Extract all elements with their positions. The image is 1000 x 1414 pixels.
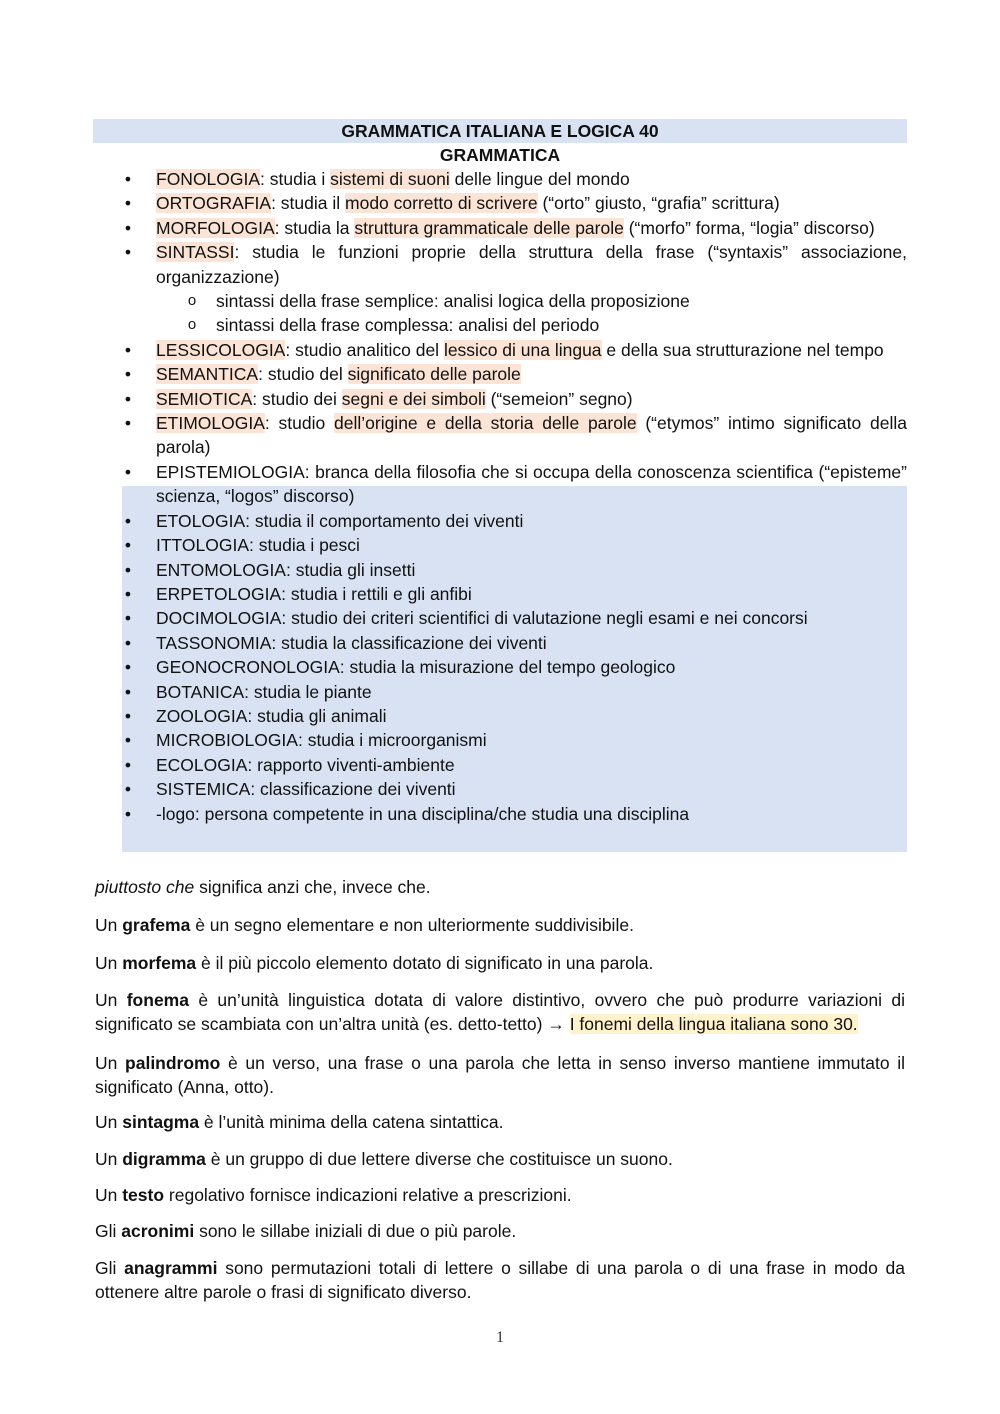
bullet-icon: •: [124, 681, 132, 702]
item-text: ZOOLOGIA: studia gli animali: [156, 705, 387, 726]
paragraph-sintagma: [95, 1110, 905, 1134]
highlighted-text: lessico di una lingua: [443, 339, 602, 360]
paragraph-piuttosto-che: [95, 875, 905, 899]
definition-tail: e della sua strutturazione nel tempo: [601, 339, 884, 360]
bullet-icon: •: [124, 364, 132, 385]
bullet-icon: •: [124, 193, 132, 214]
term: ORTOGRAFIA: [156, 193, 272, 214]
bullet-icon: •: [124, 632, 132, 653]
document-title: GRAMMATICA ITALIANA E LOGICA 40: [341, 121, 659, 141]
bold-term: acronimi: [121, 1221, 195, 1241]
section-heading: GRAMMATICA: [439, 145, 561, 165]
highlighted-text: I fonemi della lingua italiana sono 30.: [569, 1014, 858, 1035]
bullet-icon: •: [124, 461, 132, 482]
highlighted-text: significato delle parole: [347, 364, 521, 385]
italic-text: piuttosto che: [95, 877, 195, 897]
paragraph-anagrammi: [95, 1256, 905, 1305]
list-item: [122, 191, 907, 215]
bold-term: grafema: [122, 915, 191, 935]
definition: : studia il: [271, 193, 346, 214]
list-item: [122, 240, 907, 338]
definition-tail: (“orto” giusto, “grafia” scrittura): [537, 193, 780, 214]
paragraph-text: è un gruppo di due lettere diverse che costituisce un suono.: [205, 1149, 673, 1169]
paragraph-text: è il più piccolo elemento dotato di significato in una parola.: [196, 953, 654, 973]
item-text: DOCIMOLOGIA: studio dei criteri scientifici di valutazione negli esami e nei concorsi: [156, 608, 808, 629]
paragraph-palindromo: [95, 1051, 905, 1100]
list-item: [122, 411, 907, 460]
bullet-icon: •: [124, 559, 132, 580]
paragraph-text: Un: [95, 1112, 123, 1132]
paragraph-text: è un verso, una frase o una parola che letta in senso inverso mantiene immutato il significato (Anna, otto).: [95, 1053, 905, 1098]
item-text: ERPETOLOGIA: studia i rettili e gli anfibi: [156, 583, 472, 604]
paragraph-text: sono le sillabe iniziali di due o più parole.: [194, 1221, 517, 1241]
paragraph-morfema: [95, 951, 905, 975]
sub-list-item: [156, 313, 907, 337]
list-item: [122, 338, 907, 362]
term: SEMIOTICA: [156, 388, 253, 409]
list-item: [122, 460, 907, 509]
definition: : studia la: [274, 217, 355, 238]
list-item: [122, 216, 907, 240]
list-item: [122, 558, 907, 582]
bullet-icon: •: [124, 583, 132, 604]
list-item: [122, 606, 907, 630]
term: ETIMOLOGIA: [156, 413, 265, 434]
definition: : studia i: [260, 169, 331, 189]
bullet-icon: •: [124, 388, 132, 409]
bold-term: sintagma: [122, 1112, 200, 1132]
definition: : studio dei: [252, 388, 342, 409]
paragraph-text: Gli: [95, 1221, 122, 1241]
bold-term: fonema: [126, 990, 189, 1010]
paragraph-fonema: [95, 988, 905, 1037]
definition-tail: (“morfo” forma, “logia” discorso): [623, 217, 875, 238]
paragraph-text: sono permutazioni totali di lettere o sillabe di una parola o di una frase in modo da ottenere altre parole o frasi di significato diverso.: [95, 1258, 906, 1303]
paragraph-text: Un: [95, 953, 123, 973]
bullet-icon: •: [124, 169, 132, 189]
list-item: [122, 167, 907, 191]
sub-list: [156, 289, 907, 338]
item-text: ETOLOGIA: studia il comportamento dei viventi: [156, 510, 524, 531]
item-text: EPISTEMIOLOGIA: branca della filosofia che si occupa della conoscenza scientifica (“episteme” scienza, “logos” discorso): [156, 461, 907, 507]
definition: : studia le funzioni proprie della struttura della frase (“syntaxis” associazione, organizzazione): [156, 242, 907, 287]
grammar-branches-list: [122, 167, 907, 826]
list-item: [122, 728, 907, 752]
paragraph-text: è l’unità minima della catena sintattica.: [199, 1112, 504, 1132]
list-item: [122, 533, 907, 557]
page-number: 1: [496, 1329, 504, 1346]
bullet-icon: •: [124, 510, 132, 531]
bullet-icon: •: [124, 803, 132, 824]
paragraph-text: Gli: [95, 1258, 125, 1278]
bullet-icon: •: [124, 413, 132, 434]
list-item: [122, 509, 907, 533]
bold-term: palindromo: [125, 1053, 221, 1073]
bullet-icon: •: [124, 535, 132, 556]
bullet-icon: •: [124, 339, 132, 360]
sub-bullet-icon: o: [187, 316, 197, 334]
definition-tail: delle lingue del mondo: [449, 169, 630, 189]
sub-list-item: [156, 289, 907, 313]
bullet-icon: •: [124, 217, 132, 238]
list-item: [122, 631, 907, 655]
item-text: SISTEMICA: classificazione dei viventi: [156, 779, 456, 800]
paragraph-text: Un: [95, 990, 127, 1010]
list-item: [122, 655, 907, 679]
highlighted-text: sistemi di suoni: [330, 169, 450, 189]
item-text: MICROBIOLOGIA: studia i microorganismi: [156, 730, 487, 751]
list-item: [122, 680, 907, 704]
term: FONOLOGIA: [156, 169, 261, 189]
item-text: TASSONOMIA: studia la classificazione dei viventi: [156, 632, 547, 653]
bold-term: morfema: [122, 953, 197, 973]
paragraph-grafema: [95, 913, 905, 937]
highlighted-text: modo corretto di scrivere: [345, 193, 538, 214]
bullet-icon: •: [124, 657, 132, 678]
definition: : studio: [264, 413, 334, 434]
bullet-icon: •: [124, 608, 132, 629]
item-text: ITTOLOGIA: studia i pesci: [156, 535, 360, 556]
list-item: [122, 753, 907, 777]
list-item: [122, 582, 907, 606]
paragraph-testo: [95, 1183, 905, 1207]
paragraph-text: è un segno elementare e non ulteriormente suddivisibile.: [190, 915, 634, 935]
bold-term: anagrammi: [124, 1258, 218, 1278]
definition: : studio del: [258, 364, 348, 385]
highlighted-text: segni e dei simboli: [341, 388, 486, 409]
item-text: -logo: persona competente in una disciplina/che studia una disciplina: [156, 803, 690, 824]
paragraph-text: significa anzi che, invece che.: [194, 877, 431, 897]
item-text: GEONOCRONOLOGIA: studia la misurazione del tempo geologico: [156, 657, 676, 678]
sub-item-text: sintassi della frase semplice: analisi logica della proposizione: [216, 291, 690, 312]
paragraph-text: Un: [95, 1053, 126, 1073]
bold-term: testo: [122, 1185, 165, 1205]
bullet-icon: •: [124, 779, 132, 800]
item-text: ECOLOGIA: rapporto viventi-ambiente: [156, 754, 455, 775]
paragraph-digramma: [95, 1147, 905, 1171]
list-item: [122, 362, 907, 386]
definition: : studio analitico del: [285, 339, 444, 360]
bullet-icon: •: [124, 754, 132, 775]
list-item: [122, 777, 907, 801]
highlighted-text: struttura grammaticale delle parole: [354, 217, 624, 238]
paragraph-acronimi: [95, 1219, 905, 1243]
definition-tail: (“etymos” intimo significato della parola): [156, 413, 907, 458]
term: MORFOLOGIA: [156, 217, 275, 238]
sub-item-text: sintassi della frase complessa: analisi del periodo: [216, 315, 600, 336]
paragraph-text: regolativo fornisce indicazioni relative a prescrizioni.: [164, 1185, 572, 1205]
bullet-icon: •: [124, 730, 132, 751]
bold-term: digramma: [122, 1149, 206, 1169]
list-item: [122, 704, 907, 728]
term: SEMANTICA: [156, 364, 259, 385]
paragraph-text: Un: [95, 1149, 123, 1169]
bullet-icon: •: [124, 705, 132, 726]
term: SINTASSI: [156, 242, 235, 263]
list-item: [122, 802, 907, 826]
item-text: BOTANICA: studia le piante: [156, 681, 372, 702]
paragraph-text: Un: [95, 1185, 123, 1205]
paragraph-text: Un: [95, 915, 123, 935]
list-item: [122, 387, 907, 411]
highlighted-text: dell’origine e della storia delle parole: [334, 413, 637, 434]
item-text: ENTOMOLOGIA: studia gli insetti: [156, 559, 416, 580]
sub-bullet-icon: o: [187, 292, 197, 310]
term: LESSICOLOGIA: [156, 339, 286, 360]
paragraph-text: è un’unità linguistica dotata di valore distintivo, ovvero che può produrre variazioni di significato se scambiata con un’altra unità (es. detto-tetto) →: [95, 990, 905, 1035]
bullet-icon: •: [124, 242, 132, 263]
definition-tail: (“semeion” segno): [485, 388, 633, 409]
